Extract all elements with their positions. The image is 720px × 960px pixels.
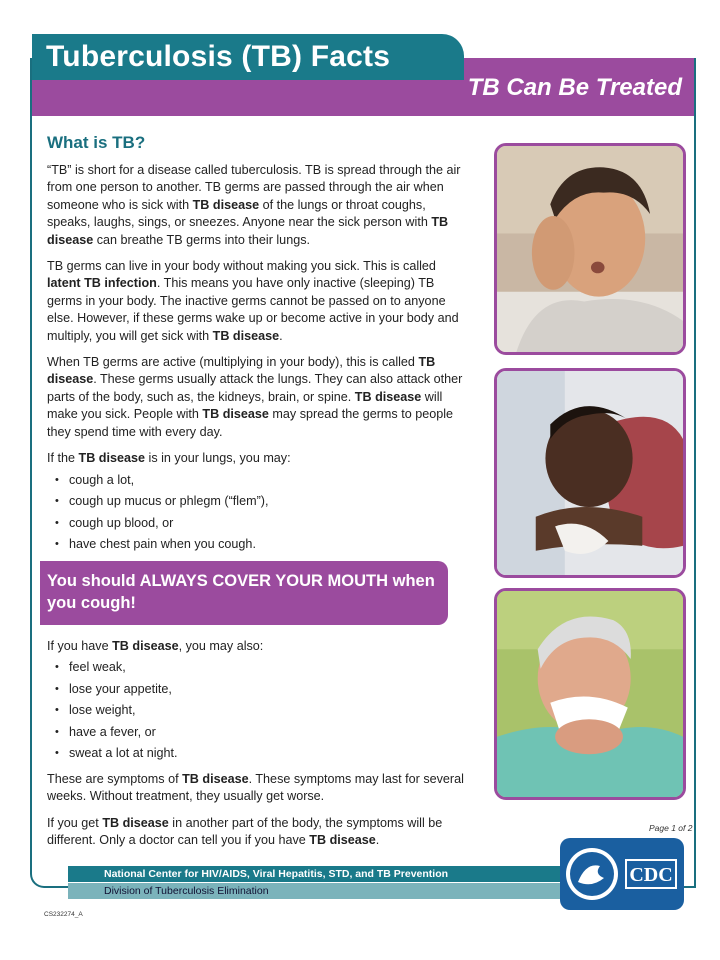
list-item: • cough up blood, or — [55, 513, 465, 535]
bold-term: TB disease — [102, 815, 169, 830]
footer-division-name: Division of Tuberculosis Elimination — [68, 883, 628, 899]
cdc-logo-text: CDC — [629, 864, 673, 886]
bold-term: TB disease — [112, 639, 179, 653]
photo-sick-man-in-bed — [494, 368, 686, 578]
bold-term: latent TB infection — [47, 276, 157, 291]
paragraph-tb-intro: “TB” is short for a disease called tuberculosis. TB is spread through the air from one person to another. TB germs are passed through the air when someone who is sick with TB disease of the lungs or throat coughs, speaks, laughs, sings, or sneezes. Anyone near the sick person with TB disease can breathe TB germs into their lungs. — [47, 163, 461, 247]
bold-term: TB disease — [47, 215, 449, 247]
bold-term: TB disease — [78, 451, 146, 466]
paragraph-symptom-duration: These are symptoms of TB disease. These symptoms may last for several weeks. Without treatment, they usually get worse. — [47, 771, 464, 804]
bold-term: TB disease — [202, 407, 269, 422]
list-item: • cough up mucus or phlegm (“flem”), — [55, 491, 465, 513]
footer-center-name: National Center for HIV/AIDS, Viral Hepatitis, STD, and TB Prevention — [68, 866, 628, 882]
page-number: Page 1 of 2 — [649, 823, 693, 833]
cover-mouth-callout: You should ALWAYS COVER YOUR MOUTH when you cough! — [40, 561, 448, 625]
paragraph-also-intro: If you have TB disease, you may also: — [47, 639, 264, 653]
paragraph-tb-disease: When TB germs are active (multiplying in your body), this is called TB disease. These germs usually attack the lungs. They can also attack other parts of the body, such as, the kidneys, brain, or spine. TB disease will make you sick. People with TB disease may spread the germs to people they spend time with every day. — [47, 355, 463, 439]
bold-term: TB disease — [47, 355, 436, 387]
bold-term: TB disease — [192, 197, 260, 212]
list-item: • lose weight, — [55, 700, 465, 722]
list-item: • have chest pain when you cough. — [55, 534, 465, 556]
document-code: CS232274_A — [44, 911, 83, 918]
text-column-top — [47, 162, 465, 556]
paragraph-latent-infection: TB germs can live in your body without making you sick. This is called latent TB infection. This means you have only inactive (sleeping) TB germs in your body. The inactive germs cannot be passed on to anyone else. However, if these germs wake up or become active in your body and multiply, you will get sick with TB disease. — [47, 259, 459, 343]
lung-symptom-list — [55, 470, 465, 556]
photo-man-coughing — [494, 143, 686, 355]
list-item: • feel weak, — [55, 657, 465, 679]
page-title: Tuberculosis (TB) Facts — [32, 34, 464, 80]
bold-term: TB disease — [354, 389, 422, 404]
page-subtitle: TB Can Be Treated — [467, 74, 682, 101]
list-item: • lose your appetite, — [55, 679, 465, 701]
list-item: • have a fever, or — [55, 722, 465, 744]
section-heading: What is TB? — [47, 133, 146, 152]
bold-term: TB disease — [309, 833, 376, 848]
photo-older-man-sneezing — [494, 588, 686, 800]
list-item: • sweat a lot at night. — [55, 743, 465, 765]
paragraph-other-body-part: If you get TB disease in another part of the body, the symptoms will be different. Only a doctor can tell you if you have TB disease. — [47, 815, 443, 848]
list-item: • cough a lot, — [55, 470, 465, 492]
general-symptom-list — [55, 657, 465, 765]
bold-term: TB disease — [212, 328, 280, 343]
bold-term: TB disease — [182, 771, 249, 786]
paragraph-lung-intro: If the TB disease is in your lungs, you may: — [47, 451, 291, 466]
cdc-logo — [560, 838, 684, 910]
text-column-bottom — [47, 638, 465, 859]
